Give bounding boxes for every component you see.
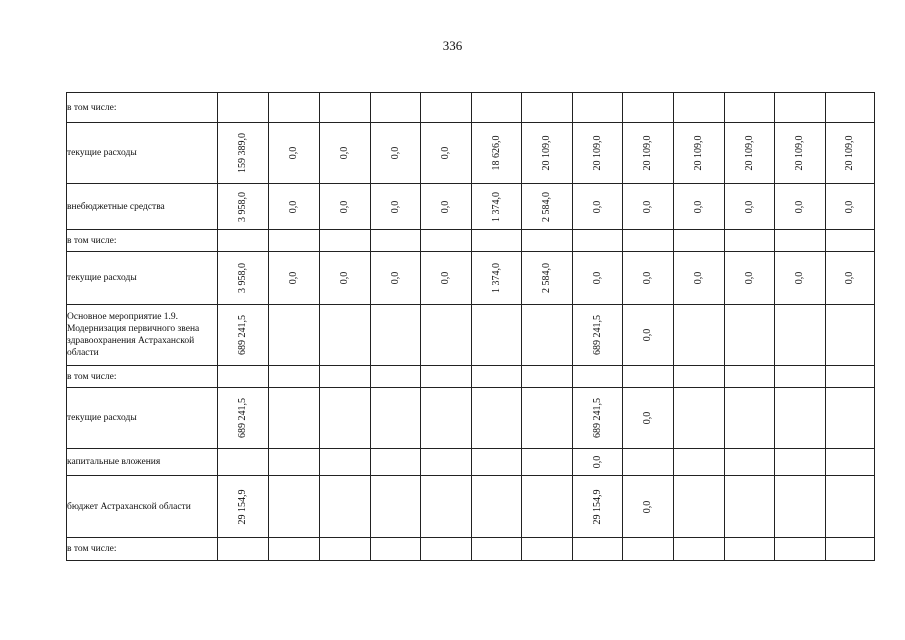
value-cell (269, 476, 320, 538)
value-cell (218, 388, 269, 449)
cell-value: 0,0 (389, 200, 401, 213)
cell-value: 0,0 (642, 271, 653, 285)
value-cell (775, 305, 826, 366)
cell-value: 0,0 (743, 271, 755, 285)
value-cell (320, 93, 371, 123)
row-label: в том числе: (67, 366, 218, 388)
value-cell (371, 252, 421, 305)
cell-value: 689 241,5 (237, 398, 248, 438)
value-cell (725, 123, 775, 184)
value-cell (472, 93, 522, 123)
value-cell (269, 252, 320, 305)
value-cell (623, 449, 674, 476)
value-cell (725, 184, 775, 230)
value-cell (218, 538, 269, 561)
value-cell (218, 184, 269, 230)
cell-value: 0,0 (288, 146, 299, 160)
value-cell (320, 252, 371, 305)
cell-value: 29 154,9 (237, 489, 248, 524)
value-cell (573, 252, 623, 305)
value-cell (218, 305, 269, 366)
cell-value: 0,0 (339, 146, 350, 160)
value-cell (269, 366, 320, 388)
value-cell (725, 366, 775, 388)
value-cell (522, 366, 573, 388)
value-cell (775, 388, 826, 449)
value-cell (826, 123, 875, 184)
cell-value: 3 958,0 (237, 263, 248, 293)
value-cell (775, 366, 826, 388)
value-cell (371, 476, 421, 538)
table-row (67, 93, 875, 123)
value-cell (371, 538, 421, 561)
value-cell (269, 449, 320, 476)
value-cell (775, 476, 826, 538)
value-cell (472, 388, 522, 449)
value-cell (674, 388, 725, 449)
value-cell (320, 230, 371, 252)
row-label: в том числе: (67, 230, 218, 252)
row-label: в том числе: (67, 93, 218, 123)
value-cell (218, 449, 269, 476)
value-cell (573, 476, 623, 538)
value-cell (421, 123, 472, 184)
value-cell (320, 366, 371, 388)
cell-value: 0,0 (389, 271, 401, 285)
value-cell (218, 366, 269, 388)
value-cell (725, 305, 775, 366)
value-cell (421, 252, 472, 305)
value-cell (826, 93, 875, 123)
value-cell (573, 123, 623, 184)
value-cell (674, 93, 725, 123)
cell-value: 0,0 (339, 271, 350, 285)
table-row (67, 449, 875, 476)
cell-value: 18 626,0 (490, 135, 502, 171)
value-cell (472, 184, 522, 230)
cell-value: 0,0 (642, 200, 653, 213)
value-cell (522, 252, 573, 305)
value-cell (320, 388, 371, 449)
value-cell (320, 123, 371, 184)
value-cell (775, 184, 826, 230)
value-cell (573, 366, 623, 388)
value-cell (421, 449, 472, 476)
value-cell (320, 449, 371, 476)
value-cell (623, 123, 674, 184)
value-cell (522, 305, 573, 366)
value-cell (775, 93, 826, 123)
value-cell (218, 252, 269, 305)
cell-value: 2 584,0 (541, 263, 552, 293)
cell-value: 3 958,0 (237, 191, 248, 222)
value-cell (522, 538, 573, 561)
value-cell (674, 366, 725, 388)
table-row (67, 184, 875, 230)
table-row (67, 538, 875, 561)
value-cell (623, 230, 674, 252)
value-cell (573, 230, 623, 252)
row-label: капитальные вложения (67, 449, 218, 476)
table-row (67, 252, 875, 305)
cell-value: 20 109,0 (743, 135, 755, 171)
row-label: внебюджетные средства (67, 184, 218, 230)
value-cell (674, 538, 725, 561)
value-cell (674, 230, 725, 252)
value-cell (269, 538, 320, 561)
value-cell (218, 93, 269, 123)
table-row (67, 305, 875, 366)
value-cell (472, 252, 522, 305)
table-row (67, 123, 875, 184)
value-cell (371, 93, 421, 123)
value-cell (472, 538, 522, 561)
value-cell (269, 184, 320, 230)
value-cell (725, 93, 775, 123)
value-cell (421, 230, 472, 252)
value-cell (421, 366, 472, 388)
value-cell (623, 252, 674, 305)
row-label: в том числе: (67, 538, 218, 561)
value-cell (674, 449, 725, 476)
cell-value: 0,0 (339, 200, 350, 213)
cell-value: 0,0 (389, 146, 401, 160)
value-cell (826, 388, 875, 449)
value-cell (623, 476, 674, 538)
value-cell (371, 123, 421, 184)
value-cell (674, 252, 725, 305)
value-cell (573, 538, 623, 561)
value-cell (269, 123, 320, 184)
cell-value: 689 241,5 (237, 315, 248, 355)
value-cell (725, 230, 775, 252)
value-cell (674, 476, 725, 538)
value-cell (421, 388, 472, 449)
cell-value: 0,0 (794, 271, 805, 285)
cell-value: 0,0 (591, 271, 603, 285)
value-cell (623, 366, 674, 388)
cell-value: 29 154,9 (591, 489, 603, 524)
value-cell (371, 366, 421, 388)
value-cell (623, 93, 674, 123)
row-label: бюджет Астраханской области (67, 476, 218, 538)
value-cell (573, 449, 623, 476)
table-row (67, 366, 875, 388)
cell-value: 0,0 (743, 200, 755, 213)
value-cell (775, 252, 826, 305)
value-cell (522, 123, 573, 184)
value-cell (826, 252, 875, 305)
value-cell (218, 230, 269, 252)
value-cell (269, 388, 320, 449)
cell-value: 20 109,0 (794, 135, 805, 171)
cell-value: 0,0 (642, 411, 653, 425)
cell-value: 0,0 (693, 200, 704, 213)
value-cell (674, 305, 725, 366)
value-cell (725, 538, 775, 561)
cell-value: 20 109,0 (844, 135, 855, 171)
table-row (67, 476, 875, 538)
row-label: текущие расходы (67, 388, 218, 449)
value-cell (269, 93, 320, 123)
value-cell (674, 123, 725, 184)
cell-value: 0,0 (288, 200, 299, 213)
cell-value: 0,0 (693, 271, 704, 285)
cell-value: 20 109,0 (591, 135, 603, 171)
value-cell (218, 476, 269, 538)
cell-value: 1 374,0 (490, 191, 502, 222)
value-cell (472, 476, 522, 538)
value-cell (826, 476, 875, 538)
cell-value: 0,0 (642, 328, 653, 342)
value-cell (320, 476, 371, 538)
value-cell (775, 449, 826, 476)
value-cell (522, 388, 573, 449)
value-cell (623, 538, 674, 561)
value-cell (725, 252, 775, 305)
cell-value: 0,0 (642, 500, 653, 513)
value-cell (826, 449, 875, 476)
value-cell (472, 230, 522, 252)
value-cell (725, 449, 775, 476)
value-cell (573, 93, 623, 123)
cell-value: 0,0 (591, 455, 603, 469)
value-cell (522, 93, 573, 123)
value-cell (472, 305, 522, 366)
row-label: Основное мероприятие 1.9. Модернизация первичного звена здравоохранения Астраханской области (67, 305, 218, 366)
value-cell (472, 123, 522, 184)
value-cell (421, 184, 472, 230)
value-cell (421, 93, 472, 123)
value-cell (522, 476, 573, 538)
value-cell (421, 305, 472, 366)
value-cell (320, 538, 371, 561)
value-cell (269, 305, 320, 366)
value-cell (421, 476, 472, 538)
cell-value: 20 109,0 (642, 135, 653, 171)
value-cell (826, 230, 875, 252)
cell-value: 159 389,0 (237, 133, 248, 173)
cell-value: 20 109,0 (541, 135, 552, 171)
row-label: текущие расходы (67, 123, 218, 184)
cell-value: 2 584,0 (541, 191, 552, 222)
value-cell (371, 388, 421, 449)
value-cell (826, 184, 875, 230)
cell-value: 0,0 (591, 200, 603, 213)
cell-value: 0,0 (844, 271, 855, 285)
value-cell (725, 476, 775, 538)
value-cell (826, 305, 875, 366)
value-cell (623, 184, 674, 230)
value-cell (775, 123, 826, 184)
value-cell (522, 449, 573, 476)
table-row (67, 388, 875, 449)
cell-value: 0,0 (440, 271, 451, 285)
page-number: 336 (442, 38, 463, 53)
value-cell (371, 449, 421, 476)
row-label: текущие расходы (67, 252, 218, 305)
value-cell (371, 230, 421, 252)
value-cell (623, 305, 674, 366)
value-cell (522, 230, 573, 252)
value-cell (623, 388, 674, 449)
value-cell (320, 305, 371, 366)
value-cell (573, 388, 623, 449)
value-cell (826, 538, 875, 561)
value-cell (472, 366, 522, 388)
value-cell (775, 230, 826, 252)
value-cell (421, 538, 472, 561)
cell-value: 0,0 (794, 200, 805, 213)
value-cell (725, 388, 775, 449)
value-cell (826, 366, 875, 388)
cell-value: 689 241,5 (591, 315, 603, 355)
value-cell (269, 230, 320, 252)
cell-value: 20 109,0 (693, 135, 704, 171)
value-cell (320, 184, 371, 230)
cell-value: 1 374,0 (490, 263, 502, 293)
value-cell (674, 184, 725, 230)
cell-value: 689 241,5 (591, 398, 603, 438)
table-row (67, 230, 875, 252)
value-cell (371, 184, 421, 230)
cell-value: 0,0 (440, 200, 451, 213)
cell-value: 0,0 (844, 200, 855, 213)
value-cell (573, 305, 623, 366)
cell-value: 0,0 (440, 146, 451, 160)
value-cell (775, 538, 826, 561)
value-cell (573, 184, 623, 230)
value-cell (218, 123, 269, 184)
cell-value: 0,0 (288, 271, 299, 285)
value-cell (371, 305, 421, 366)
value-cell (472, 449, 522, 476)
budget-table (66, 92, 875, 561)
value-cell (522, 184, 573, 230)
